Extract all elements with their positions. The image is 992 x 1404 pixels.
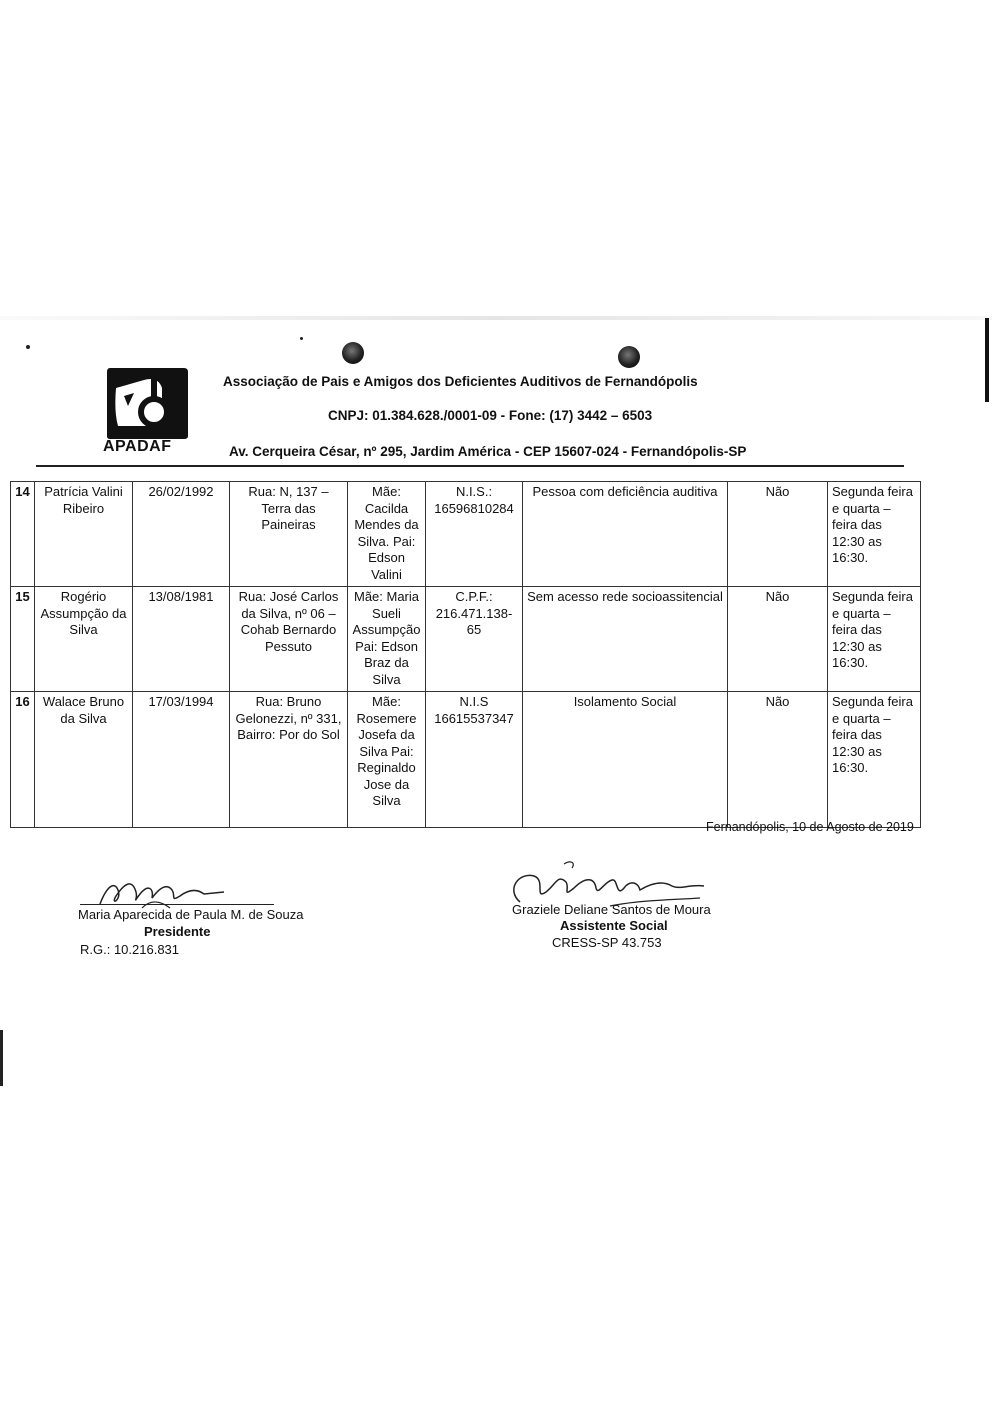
social-worker-name: Graziele Deliane Santos de Moura	[512, 902, 711, 917]
record-address: Rua: José Carlos da Silva, nº 06 – Cohab Bernardo Pessuto	[230, 587, 348, 692]
org-name: Associação de Pais e Amigos dos Deficientes Auditivos de Fernandópolis	[223, 374, 698, 389]
president-signature-line	[80, 904, 274, 905]
record-number: 14	[11, 482, 35, 587]
scan-speck	[26, 345, 30, 349]
record-number: 16	[11, 692, 35, 828]
record-parents: Mãe: Cacilda Mendes da Silva. Pai: Edson Valini	[348, 482, 426, 587]
stamp-mark-left	[342, 342, 364, 364]
record-flag: Não	[728, 692, 828, 828]
president-signature-icon	[92, 868, 232, 912]
records-table	[10, 481, 921, 828]
record-flag: Não	[728, 482, 828, 587]
record-birth-date: 13/08/1981	[133, 587, 230, 692]
scan-edge-left	[0, 1030, 3, 1086]
record-document: N.I.S.: 16596810284	[426, 482, 523, 587]
record-name: Rogério Assumpção da Silva	[35, 587, 133, 692]
president-id: R.G.: 10.216.831	[80, 942, 180, 957]
record-schedule: Segunda feira e quarta – feira das 12:30 as 16:30.	[828, 482, 921, 587]
stamp-mark-right	[618, 346, 640, 368]
record-birth-date: 26/02/1992	[133, 482, 230, 587]
org-address: Av. Cerqueira César, nº 295, Jardim América - CEP 15607-024 - Fernandópolis-SP	[229, 444, 747, 459]
scan-edge-right	[985, 318, 989, 402]
logo-text: APADAF	[103, 438, 172, 455]
record-parents: Mãe: Maria Sueli Assumpção Pai: Edson Braz da Silva	[348, 587, 426, 692]
record-parents: Mãe: Rosemere Josefa da Silva Pai: Reginaldo Jose da Silva	[348, 692, 426, 828]
record-reason: Pessoa com deficiência auditiva	[523, 482, 728, 587]
scan-artifact-line	[0, 316, 992, 320]
place-date: Fernandópolis, 10 de Agosto de 2019	[706, 820, 914, 834]
record-reason: Isolamento Social	[523, 692, 728, 828]
record-birth-date: 17/03/1994	[133, 692, 230, 828]
table-row	[11, 692, 921, 828]
record-reason: Sem acesso rede socioassitencial	[523, 587, 728, 692]
scan-speck	[300, 337, 303, 340]
record-name: Patrícia Valini Ribeiro	[35, 482, 133, 587]
social-worker-id: CRESS-SP 43.753	[552, 935, 662, 950]
record-flag: Não	[728, 587, 828, 692]
social-worker-role: Assistente Social	[560, 918, 668, 933]
record-name: Walace Bruno da Silva	[35, 692, 133, 828]
record-address: Rua: N, 137 – Terra das Paineiras	[230, 482, 348, 587]
record-number: 15	[11, 587, 35, 692]
president-role: Presidente	[144, 924, 211, 939]
record-schedule: Segunda feira e quarta – feira das 12:30 as 16:30.	[828, 692, 921, 828]
table-row	[11, 587, 921, 692]
apadaf-logo-icon	[104, 366, 190, 440]
header-rule	[36, 465, 904, 467]
president-name: Maria Aparecida de Paula M. de Souza	[78, 907, 304, 922]
record-address: Rua: Bruno Gelonezzi, nº 331, Bairro: Por do Sol	[230, 692, 348, 828]
record-document: C.P.F.: 216.471.138-65	[426, 587, 523, 692]
cnpj-phone: CNPJ: 01.384.628./0001-09 - Fone: (17) 3442 – 6503	[328, 408, 653, 423]
table-row	[11, 482, 921, 587]
record-document: N.I.S 16615537347	[426, 692, 523, 828]
record-schedule: Segunda feira e quarta – feira das 12:30 as 16:30.	[828, 587, 921, 692]
